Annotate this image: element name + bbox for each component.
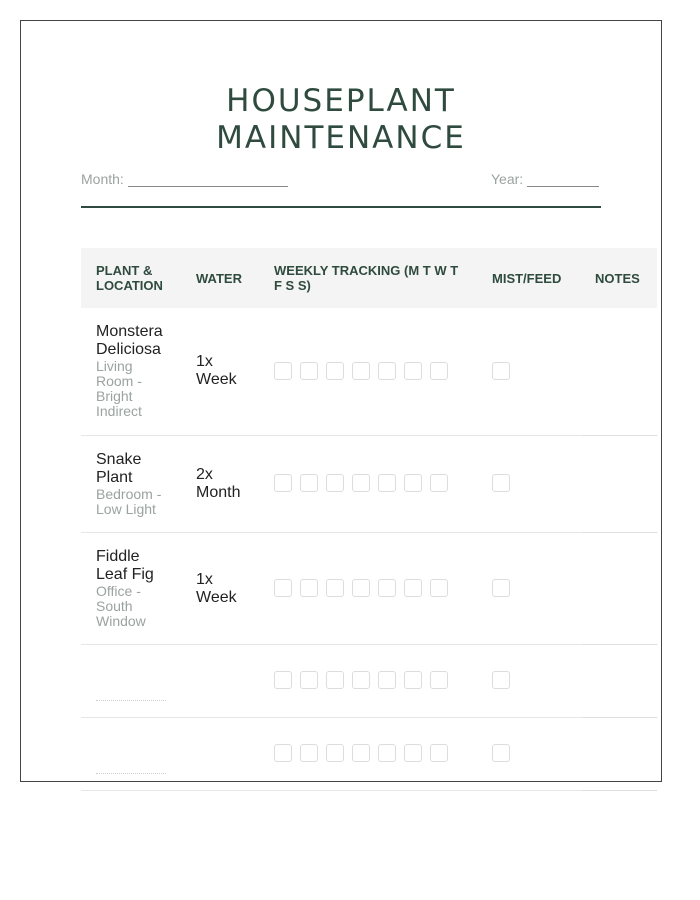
- weekly-checkboxes: [274, 671, 448, 689]
- year-field[interactable]: [491, 171, 599, 187]
- checkbox-fri[interactable]: [378, 362, 396, 380]
- plant-blank-line[interactable]: [96, 773, 166, 774]
- maintenance-table: [81, 248, 657, 791]
- checkbox-thu[interactable]: [352, 579, 370, 597]
- plant-name: Snake Plant: [96, 451, 142, 486]
- plant-location: Office - South Window: [96, 583, 146, 629]
- mist-checkbox[interactable]: [492, 671, 510, 689]
- plant-blank-line[interactable]: [96, 700, 166, 701]
- water-frequency: 1x Week: [196, 353, 237, 388]
- checkbox-thu[interactable]: [352, 744, 370, 762]
- header-water: WATER: [196, 270, 242, 286]
- checkbox-fri[interactable]: [378, 744, 396, 762]
- checkbox-tue[interactable]: [300, 362, 318, 380]
- table-row: [81, 308, 657, 436]
- table-row: [81, 436, 657, 533]
- plant-cell: [96, 548, 171, 629]
- water-frequency: 2x Month: [196, 466, 241, 501]
- plant-name: Fiddle Leaf Fig: [96, 548, 154, 583]
- title-line-1: HOUSEPLANT: [226, 83, 456, 119]
- checkbox-tue[interactable]: [300, 671, 318, 689]
- year-label: Year:: [491, 171, 524, 187]
- mist-checkbox[interactable]: [492, 474, 510, 492]
- page-title: [21, 83, 661, 157]
- table-header: [81, 248, 657, 308]
- month-label: Month:: [81, 171, 124, 187]
- table-row: [81, 533, 657, 645]
- water-frequency: 1x Week: [196, 571, 237, 606]
- weekly-checkboxes: [274, 474, 448, 492]
- plant-cell: [96, 451, 171, 517]
- checkbox-sat[interactable]: [404, 474, 422, 492]
- header-mist: MIST/FEED: [492, 270, 562, 286]
- checkbox-sun[interactable]: [430, 671, 448, 689]
- header-plant: PLANT & LOCATION: [96, 263, 163, 293]
- checkbox-fri[interactable]: [378, 474, 396, 492]
- date-fields: [81, 171, 601, 191]
- checkbox-sat[interactable]: [404, 579, 422, 597]
- checkbox-fri[interactable]: [378, 671, 396, 689]
- checkbox-wed[interactable]: [326, 362, 344, 380]
- checkbox-mon[interactable]: [274, 671, 292, 689]
- header-divider: [81, 206, 601, 208]
- plant-location: Living Room - Bright Indirect: [96, 358, 142, 419]
- mist-checkbox[interactable]: [492, 744, 510, 762]
- checkbox-tue[interactable]: [300, 474, 318, 492]
- plant-cell: [96, 323, 171, 419]
- checkbox-sat[interactable]: [404, 744, 422, 762]
- checkbox-fri[interactable]: [378, 579, 396, 597]
- checkbox-tue[interactable]: [300, 744, 318, 762]
- month-blank[interactable]: [128, 172, 288, 187]
- plant-location: Bedroom - Low Light: [96, 486, 162, 517]
- checkbox-sun[interactable]: [430, 579, 448, 597]
- checkbox-mon[interactable]: [274, 362, 292, 380]
- checkbox-tue[interactable]: [300, 579, 318, 597]
- title-line-2: MAINTENANCE: [216, 120, 466, 156]
- checkbox-wed[interactable]: [326, 579, 344, 597]
- mist-checkbox[interactable]: [492, 579, 510, 597]
- checkbox-mon[interactable]: [274, 744, 292, 762]
- checkbox-wed[interactable]: [326, 744, 344, 762]
- checkbox-sat[interactable]: [404, 362, 422, 380]
- header-notes: NOTES: [595, 270, 640, 286]
- checkbox-thu[interactable]: [352, 362, 370, 380]
- checkbox-wed[interactable]: [326, 671, 344, 689]
- table-row: [81, 645, 657, 718]
- checkbox-sat[interactable]: [404, 671, 422, 689]
- checkbox-sun[interactable]: [430, 362, 448, 380]
- worksheet-page: [20, 20, 662, 782]
- mist-checkbox[interactable]: [492, 362, 510, 380]
- checkbox-thu[interactable]: [352, 671, 370, 689]
- year-blank[interactable]: [527, 172, 599, 187]
- checkbox-wed[interactable]: [326, 474, 344, 492]
- weekly-checkboxes: [274, 744, 448, 762]
- checkbox-mon[interactable]: [274, 474, 292, 492]
- month-field[interactable]: [81, 171, 288, 187]
- plant-name: Monstera Deliciosa: [96, 323, 163, 358]
- header-weekly: WEEKLY TRACKING (M T W T F S S): [274, 263, 459, 293]
- checkbox-mon[interactable]: [274, 579, 292, 597]
- notes-line[interactable]: [583, 790, 657, 791]
- checkbox-thu[interactable]: [352, 474, 370, 492]
- checkbox-sun[interactable]: [430, 744, 448, 762]
- weekly-checkboxes: [274, 579, 448, 597]
- weekly-checkboxes: [274, 362, 448, 380]
- table-row: [81, 718, 657, 791]
- checkbox-sun[interactable]: [430, 474, 448, 492]
